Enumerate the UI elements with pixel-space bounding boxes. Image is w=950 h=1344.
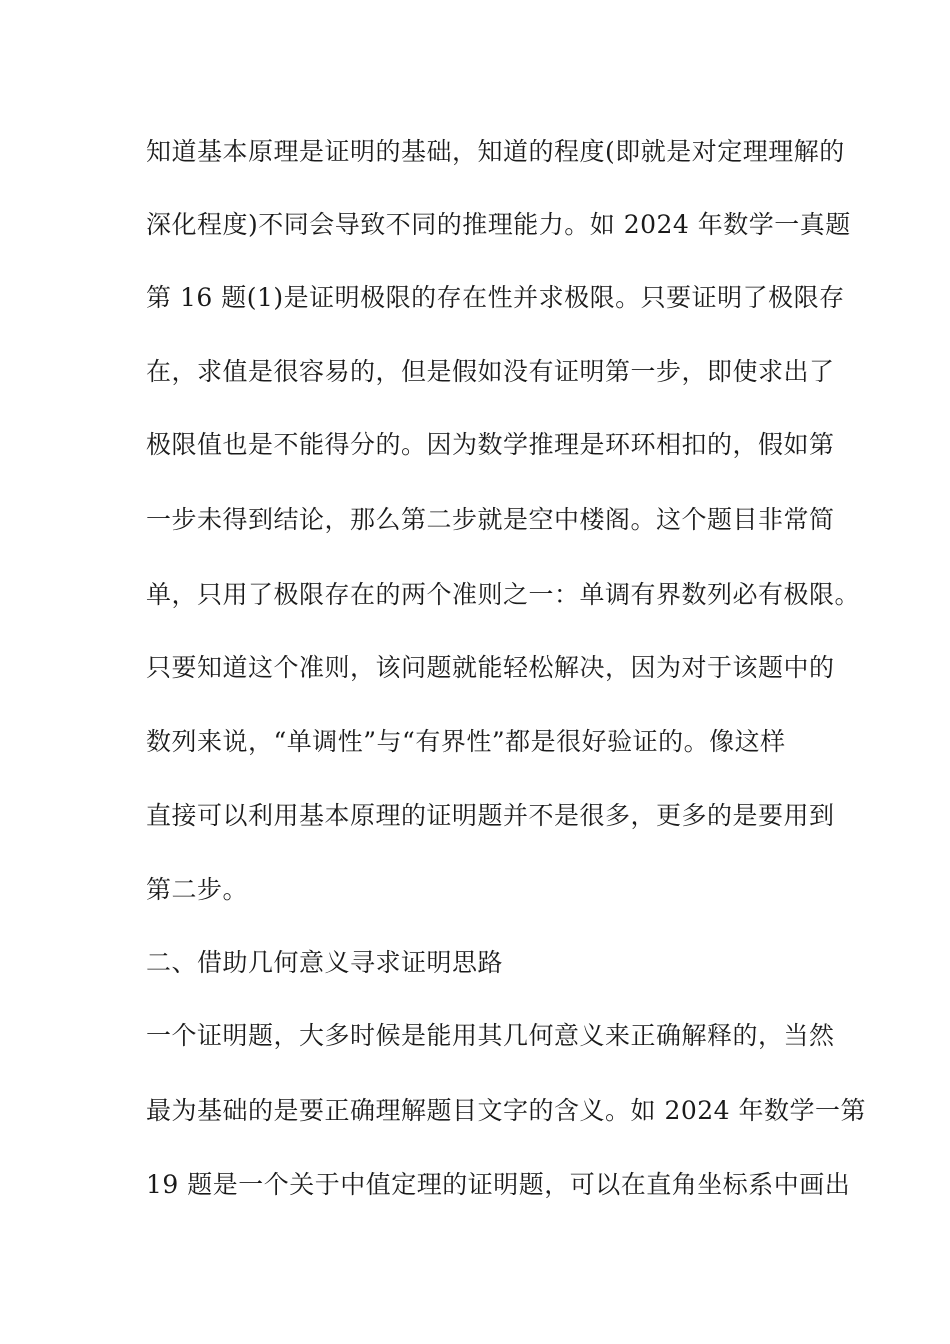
paragraph-line: 一步未得到结论，那么第二步就是空中楼阁。这个题目非常简 [146, 505, 835, 534]
paragraph-line: 单，只用了极限存在的两个准则之一：单调有界数列必有极限。 [146, 580, 861, 609]
paragraph-line: 在，求值是很容易的，但是假如没有证明第一步，即使求出了 [146, 357, 835, 386]
paragraph-line: 极限值也是不能得分的。因为数学推理是环环相扣的，假如第 [146, 430, 835, 459]
paragraph-line: 第二步。 [146, 875, 249, 904]
paragraph-line: 19 题是一个关于中值定理的证明题，可以在直角坐标系中画出 [146, 1170, 851, 1199]
paragraph-line: 一个证明题，大多时候是能用其几何意义来正确解释的，当然 [146, 1021, 835, 1050]
paragraph-line: 第 16 题(1)是证明极限的存在性并求极限。只要证明了极限存 [146, 283, 845, 312]
section-heading: 二、借助几何意义寻求证明思路 [146, 948, 504, 977]
paragraph-line: 直接可以利用基本原理的证明题并不是很多，更多的是要用到 [146, 801, 835, 830]
paragraph-line: 数列来说，“单调性”与“有界性”都是很好验证的。像这样 [146, 727, 786, 756]
paragraph-line: 深化程度)不同会导致不同的推理能力。如 2024 年数学一真题 [146, 210, 851, 239]
paragraph-line: 只要知道这个准则，该问题就能轻松解决，因为对于该题中的 [146, 653, 835, 682]
paragraph-line: 知道基本原理是证明的基础，知道的程度(即就是对定理理解的 [146, 137, 845, 166]
paragraph-line: 最为基础的是要正确理解题目文字的含义。如 2024 年数学一第 [146, 1096, 867, 1125]
